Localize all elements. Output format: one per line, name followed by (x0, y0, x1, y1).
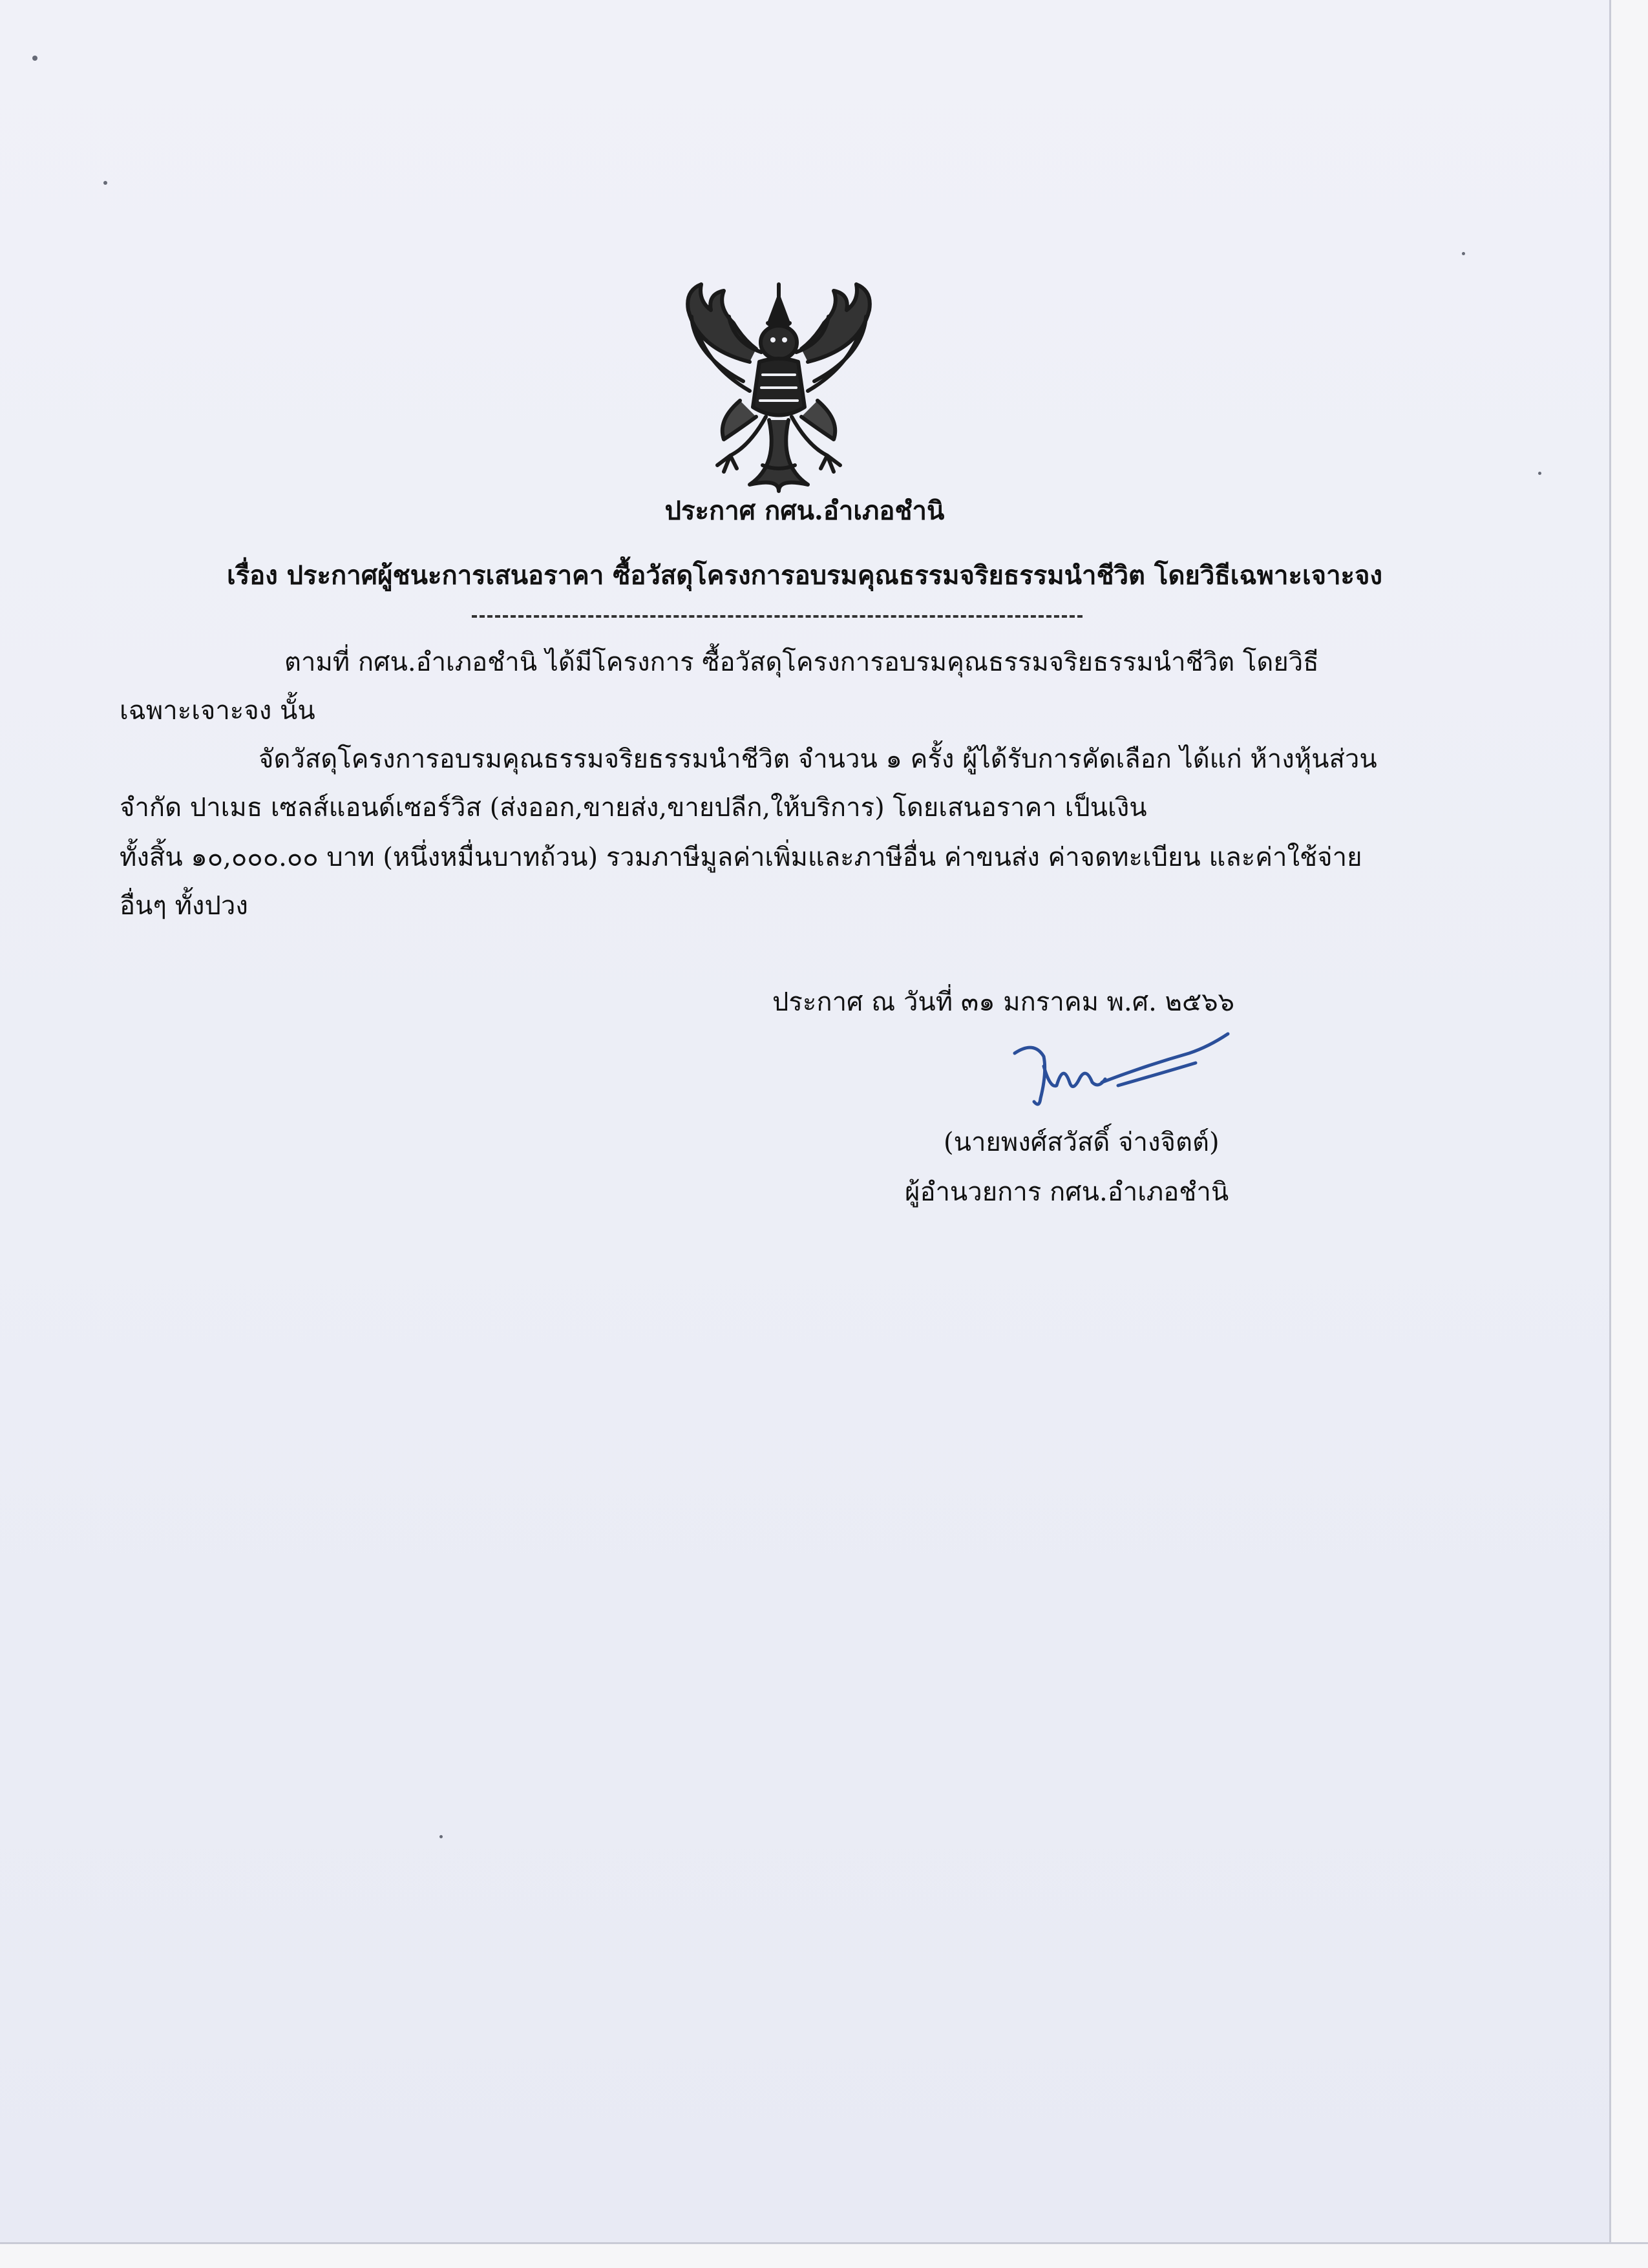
signer-name: (นายพงศ์สวัสดิ์ จ่างจิตต์) (944, 1128, 1220, 1157)
signer-position: ผู้อำนวยการ กศน.อำเภอชำนิ (905, 1177, 1229, 1207)
scan-speck (439, 1835, 443, 1838)
announcement-title: ประกาศ กศน.อำเภอชำนิ (664, 496, 945, 526)
scan-speck (1538, 472, 1541, 475)
garuda-emblem-icon (672, 271, 885, 498)
body-line: ตามที่ กศน.อำเภอชำนิ ได้มีโครงการ ซื้อวัสดุโครงการอบรมคุณธรรมจริยธรรมนำชีวิต โดยวิธี (284, 647, 1319, 677)
body-line: เฉพาะเจาะจง นั้น (120, 696, 315, 726)
announcement-subject: เรื่อง ประกาศผู้ชนะการเสนอราคา ซื้อวัสดุโครงการอบรมคุณธรรมจริยธรรมนำชีวิต โดยวิธีเฉพาะเจาะจง (227, 560, 1382, 591)
body-line: อื่นๆ ทั้งปวง (120, 891, 248, 921)
scan-speck (32, 56, 37, 61)
scan-speck (1462, 252, 1465, 255)
scan-margin-right (1609, 0, 1648, 2268)
handwritten-signature (995, 1027, 1241, 1118)
body-line: ทั้งสิ้น ๑๐,๐๐๐.๐๐ บาท (หนึ่งหมื่นบาทถ้วน) รวมภาษีมูลค่าเพิ่มและภาษีอื่น ค่าขนส่ง ค่าจดทะเบียน และค่าใช้จ่าย (120, 843, 1362, 872)
body-line: จำกัด ปาเมธ เซลส์แอนด์เซอร์วิส (ส่งออก,ขายส่ง,ขายปลีก,ให้บริการ) โดยเสนอราคา เป็นเงิน (120, 793, 1147, 823)
scan-margin-bottom (0, 2242, 1648, 2268)
scan-speck (103, 181, 107, 185)
announcement-date: ประกาศ ณ วันที่ ๓๑ มกราคม พ.ศ. ๒๕๖๖ (772, 987, 1234, 1017)
body-line: จัดวัสดุโครงการอบรมคุณธรรมจริยธรรมนำชีวิต จำนวน ๑ ครั้ง ผู้ได้รับการคัดเลือก ได้แก่ ห้างหุ้นส่วน (259, 744, 1377, 774)
separator-line (472, 615, 1083, 618)
